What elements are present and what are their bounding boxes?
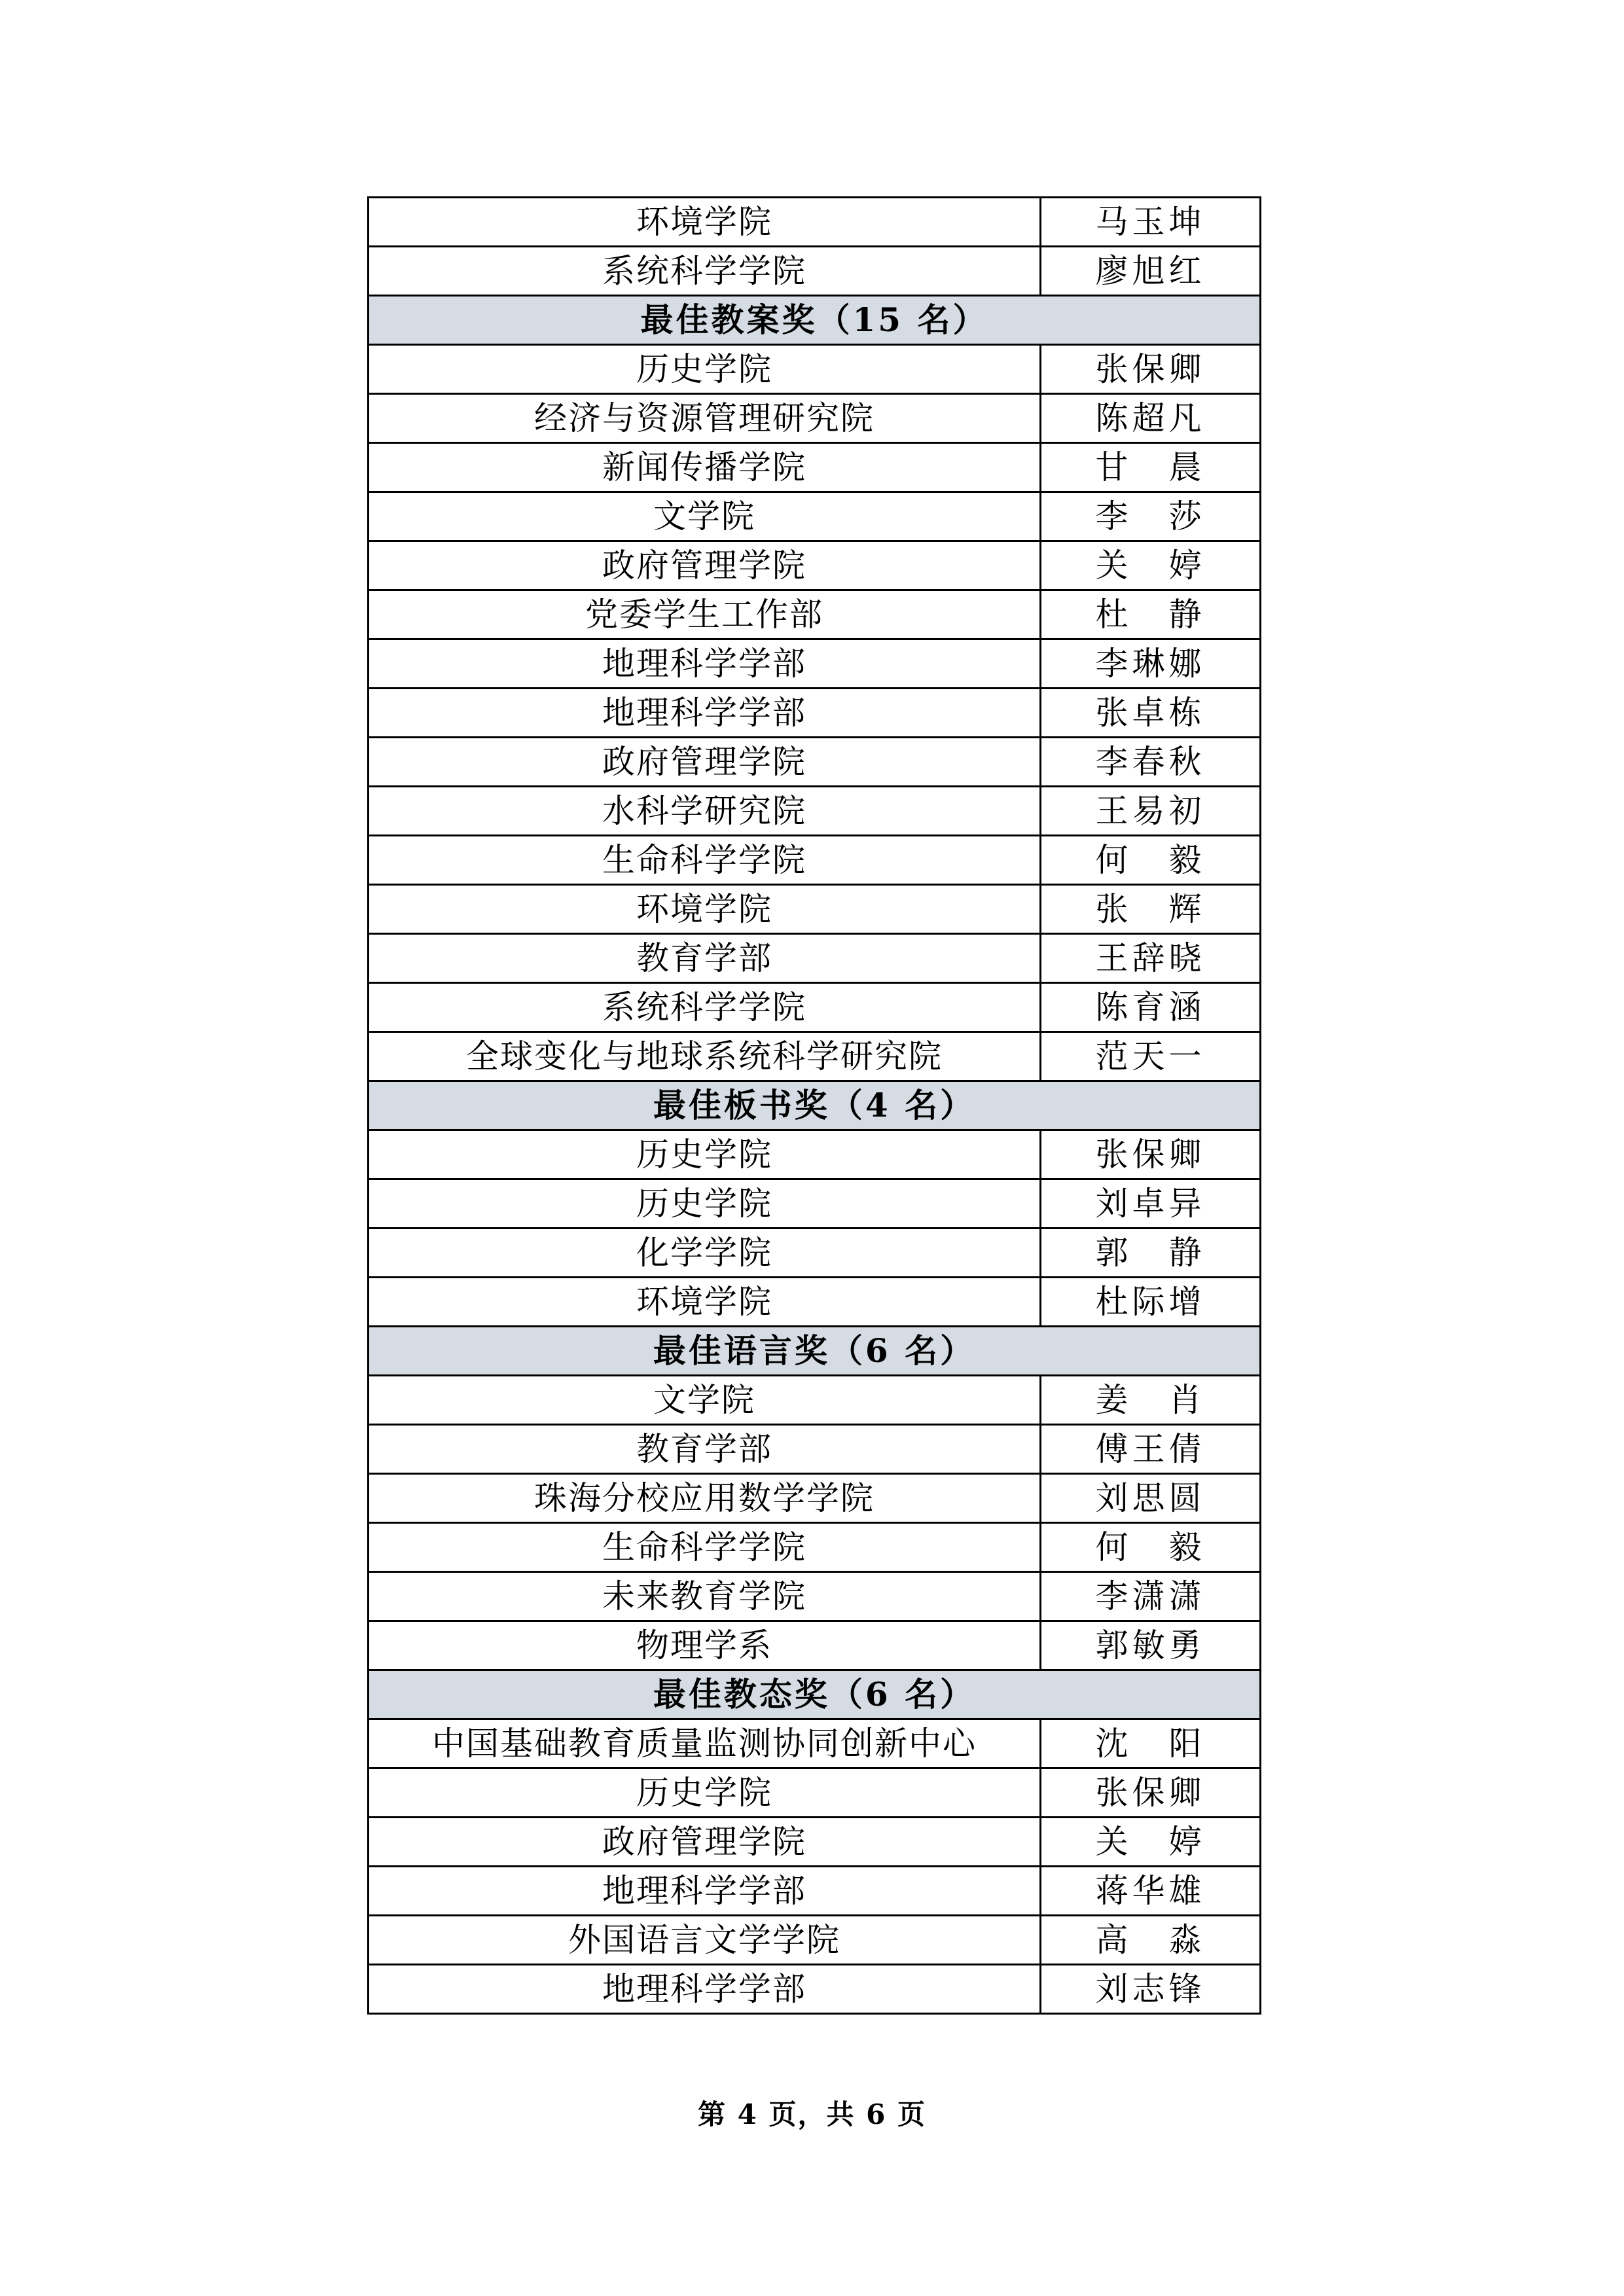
- department-cell: 系统科学学院: [369, 247, 1041, 296]
- winner-name-cell: 何 毅: [1041, 836, 1261, 885]
- table-row: [369, 787, 1261, 836]
- department-cell: 政府管理学院: [369, 1818, 1041, 1867]
- winner-name-cell: 王辞晓: [1041, 934, 1261, 983]
- department-cell: 全球变化与地球系统科学研究院: [369, 1032, 1041, 1081]
- department-cell: 政府管理学院: [369, 738, 1041, 787]
- section-header-row: [369, 296, 1261, 345]
- winner-name-cell: 陈育涵: [1041, 983, 1261, 1032]
- winner-name-cell: 李潇潇: [1041, 1572, 1261, 1621]
- table-row: [369, 934, 1261, 983]
- section-title: 最佳教态奖（6 名）: [369, 1670, 1261, 1719]
- winner-name-cell: 杜际增: [1041, 1278, 1261, 1327]
- department-cell: 历史学院: [369, 1130, 1041, 1179]
- department-cell: 教育学部: [369, 1425, 1041, 1474]
- table-row: [369, 1768, 1261, 1818]
- winner-name-cell: 沈 阳: [1041, 1719, 1261, 1768]
- table-row: [369, 885, 1261, 934]
- department-cell: 未来教育学院: [369, 1572, 1041, 1621]
- department-cell: 外国语言文学学院: [369, 1916, 1041, 1965]
- winner-name-cell: 陈超凡: [1041, 394, 1261, 443]
- table-row: [369, 541, 1261, 590]
- department-cell: 珠海分校应用数学学院: [369, 1474, 1041, 1523]
- winner-name-cell: 刘思圆: [1041, 1474, 1261, 1523]
- winner-name-cell: 蒋华雄: [1041, 1867, 1261, 1916]
- department-cell: 教育学部: [369, 934, 1041, 983]
- section-header-row: [369, 1327, 1261, 1376]
- department-cell: 环境学院: [369, 198, 1041, 247]
- award-table-body: [369, 198, 1261, 2014]
- table-row: [369, 1867, 1261, 1916]
- winner-name-cell: 李 莎: [1041, 492, 1261, 541]
- table-row: [369, 1278, 1261, 1327]
- winner-name-cell: 杜 静: [1041, 590, 1261, 639]
- table-row: [369, 1572, 1261, 1621]
- table-row: [369, 1916, 1261, 1965]
- department-cell: 文学院: [369, 1376, 1041, 1425]
- winner-name-cell: 关 婷: [1041, 1818, 1261, 1867]
- department-cell: 中国基础教育质量监测协同创新中心: [369, 1719, 1041, 1768]
- table-row: [369, 836, 1261, 885]
- table-row: [369, 1130, 1261, 1179]
- department-cell: 经济与资源管理研究院: [369, 394, 1041, 443]
- table-row: [369, 1474, 1261, 1523]
- winner-name-cell: 廖旭红: [1041, 247, 1261, 296]
- winner-name-cell: 张卓栋: [1041, 689, 1261, 738]
- table-row: [369, 198, 1261, 247]
- winner-name-cell: 李春秋: [1041, 738, 1261, 787]
- winner-name-cell: 刘卓异: [1041, 1179, 1261, 1229]
- department-cell: 新闻传播学院: [369, 443, 1041, 492]
- table-row: [369, 1621, 1261, 1670]
- department-cell: 历史学院: [369, 1768, 1041, 1818]
- department-cell: 党委学生工作部: [369, 590, 1041, 639]
- section-header-row: [369, 1081, 1261, 1130]
- table-row: [369, 983, 1261, 1032]
- winner-name-cell: 张保卿: [1041, 1768, 1261, 1818]
- department-cell: 政府管理学院: [369, 541, 1041, 590]
- winner-name-cell: 李琳娜: [1041, 639, 1261, 689]
- winner-name-cell: 关 婷: [1041, 541, 1261, 590]
- winner-name-cell: 张 辉: [1041, 885, 1261, 934]
- table-row: [369, 590, 1261, 639]
- table-row: [369, 1425, 1261, 1474]
- winner-name-cell: 姜 肖: [1041, 1376, 1261, 1425]
- winner-name-cell: 范天一: [1041, 1032, 1261, 1081]
- department-cell: 地理科学学部: [369, 639, 1041, 689]
- section-header-row: [369, 1670, 1261, 1719]
- winner-name-cell: 马玉坤: [1041, 198, 1261, 247]
- table-row: [369, 1376, 1261, 1425]
- department-cell: 文学院: [369, 492, 1041, 541]
- winner-name-cell: 王易初: [1041, 787, 1261, 836]
- table-row: [369, 689, 1261, 738]
- department-cell: 地理科学学部: [369, 689, 1041, 738]
- winner-name-cell: 甘 晨: [1041, 443, 1261, 492]
- winner-name-cell: 郭 静: [1041, 1229, 1261, 1278]
- table-row: [369, 1818, 1261, 1867]
- department-cell: 历史学院: [369, 1179, 1041, 1229]
- department-cell: 历史学院: [369, 345, 1041, 394]
- table-row: [369, 1719, 1261, 1768]
- section-title: 最佳教案奖（15 名）: [369, 296, 1261, 345]
- department-cell: 地理科学学部: [369, 1867, 1041, 1916]
- table-row: [369, 1523, 1261, 1572]
- table-row: [369, 394, 1261, 443]
- winner-name-cell: 张保卿: [1041, 345, 1261, 394]
- table-row: [369, 1179, 1261, 1229]
- winner-name-cell: 高 淼: [1041, 1916, 1261, 1965]
- winner-name-cell: 傅王倩: [1041, 1425, 1261, 1474]
- table-row: [369, 1229, 1261, 1278]
- table-row: [369, 492, 1261, 541]
- department-cell: 水科学研究院: [369, 787, 1041, 836]
- winner-name-cell: 何 毅: [1041, 1523, 1261, 1572]
- table-row: [369, 443, 1261, 492]
- department-cell: 化学学院: [369, 1229, 1041, 1278]
- table-row: [369, 345, 1261, 394]
- table-row: [369, 247, 1261, 296]
- section-title: 最佳语言奖（6 名）: [369, 1327, 1261, 1376]
- department-cell: 生命科学学院: [369, 836, 1041, 885]
- table-row: [369, 1965, 1261, 2014]
- table-row: [369, 639, 1261, 689]
- page-footer: 第 4 页，共 6 页: [698, 2098, 926, 2130]
- table-row: [369, 1032, 1261, 1081]
- winner-name-cell: 郭敏勇: [1041, 1621, 1261, 1670]
- department-cell: 环境学院: [369, 885, 1041, 934]
- winner-name-cell: 刘志锋: [1041, 1965, 1261, 2014]
- award-table: [367, 196, 1261, 2015]
- department-cell: 地理科学学部: [369, 1965, 1041, 2014]
- department-cell: 生命科学学院: [369, 1523, 1041, 1572]
- department-cell: 系统科学学院: [369, 983, 1041, 1032]
- winner-name-cell: 张保卿: [1041, 1130, 1261, 1179]
- department-cell: 环境学院: [369, 1278, 1041, 1327]
- department-cell: 物理学系: [369, 1621, 1041, 1670]
- table-row: [369, 738, 1261, 787]
- section-title: 最佳板书奖（4 名）: [369, 1081, 1261, 1130]
